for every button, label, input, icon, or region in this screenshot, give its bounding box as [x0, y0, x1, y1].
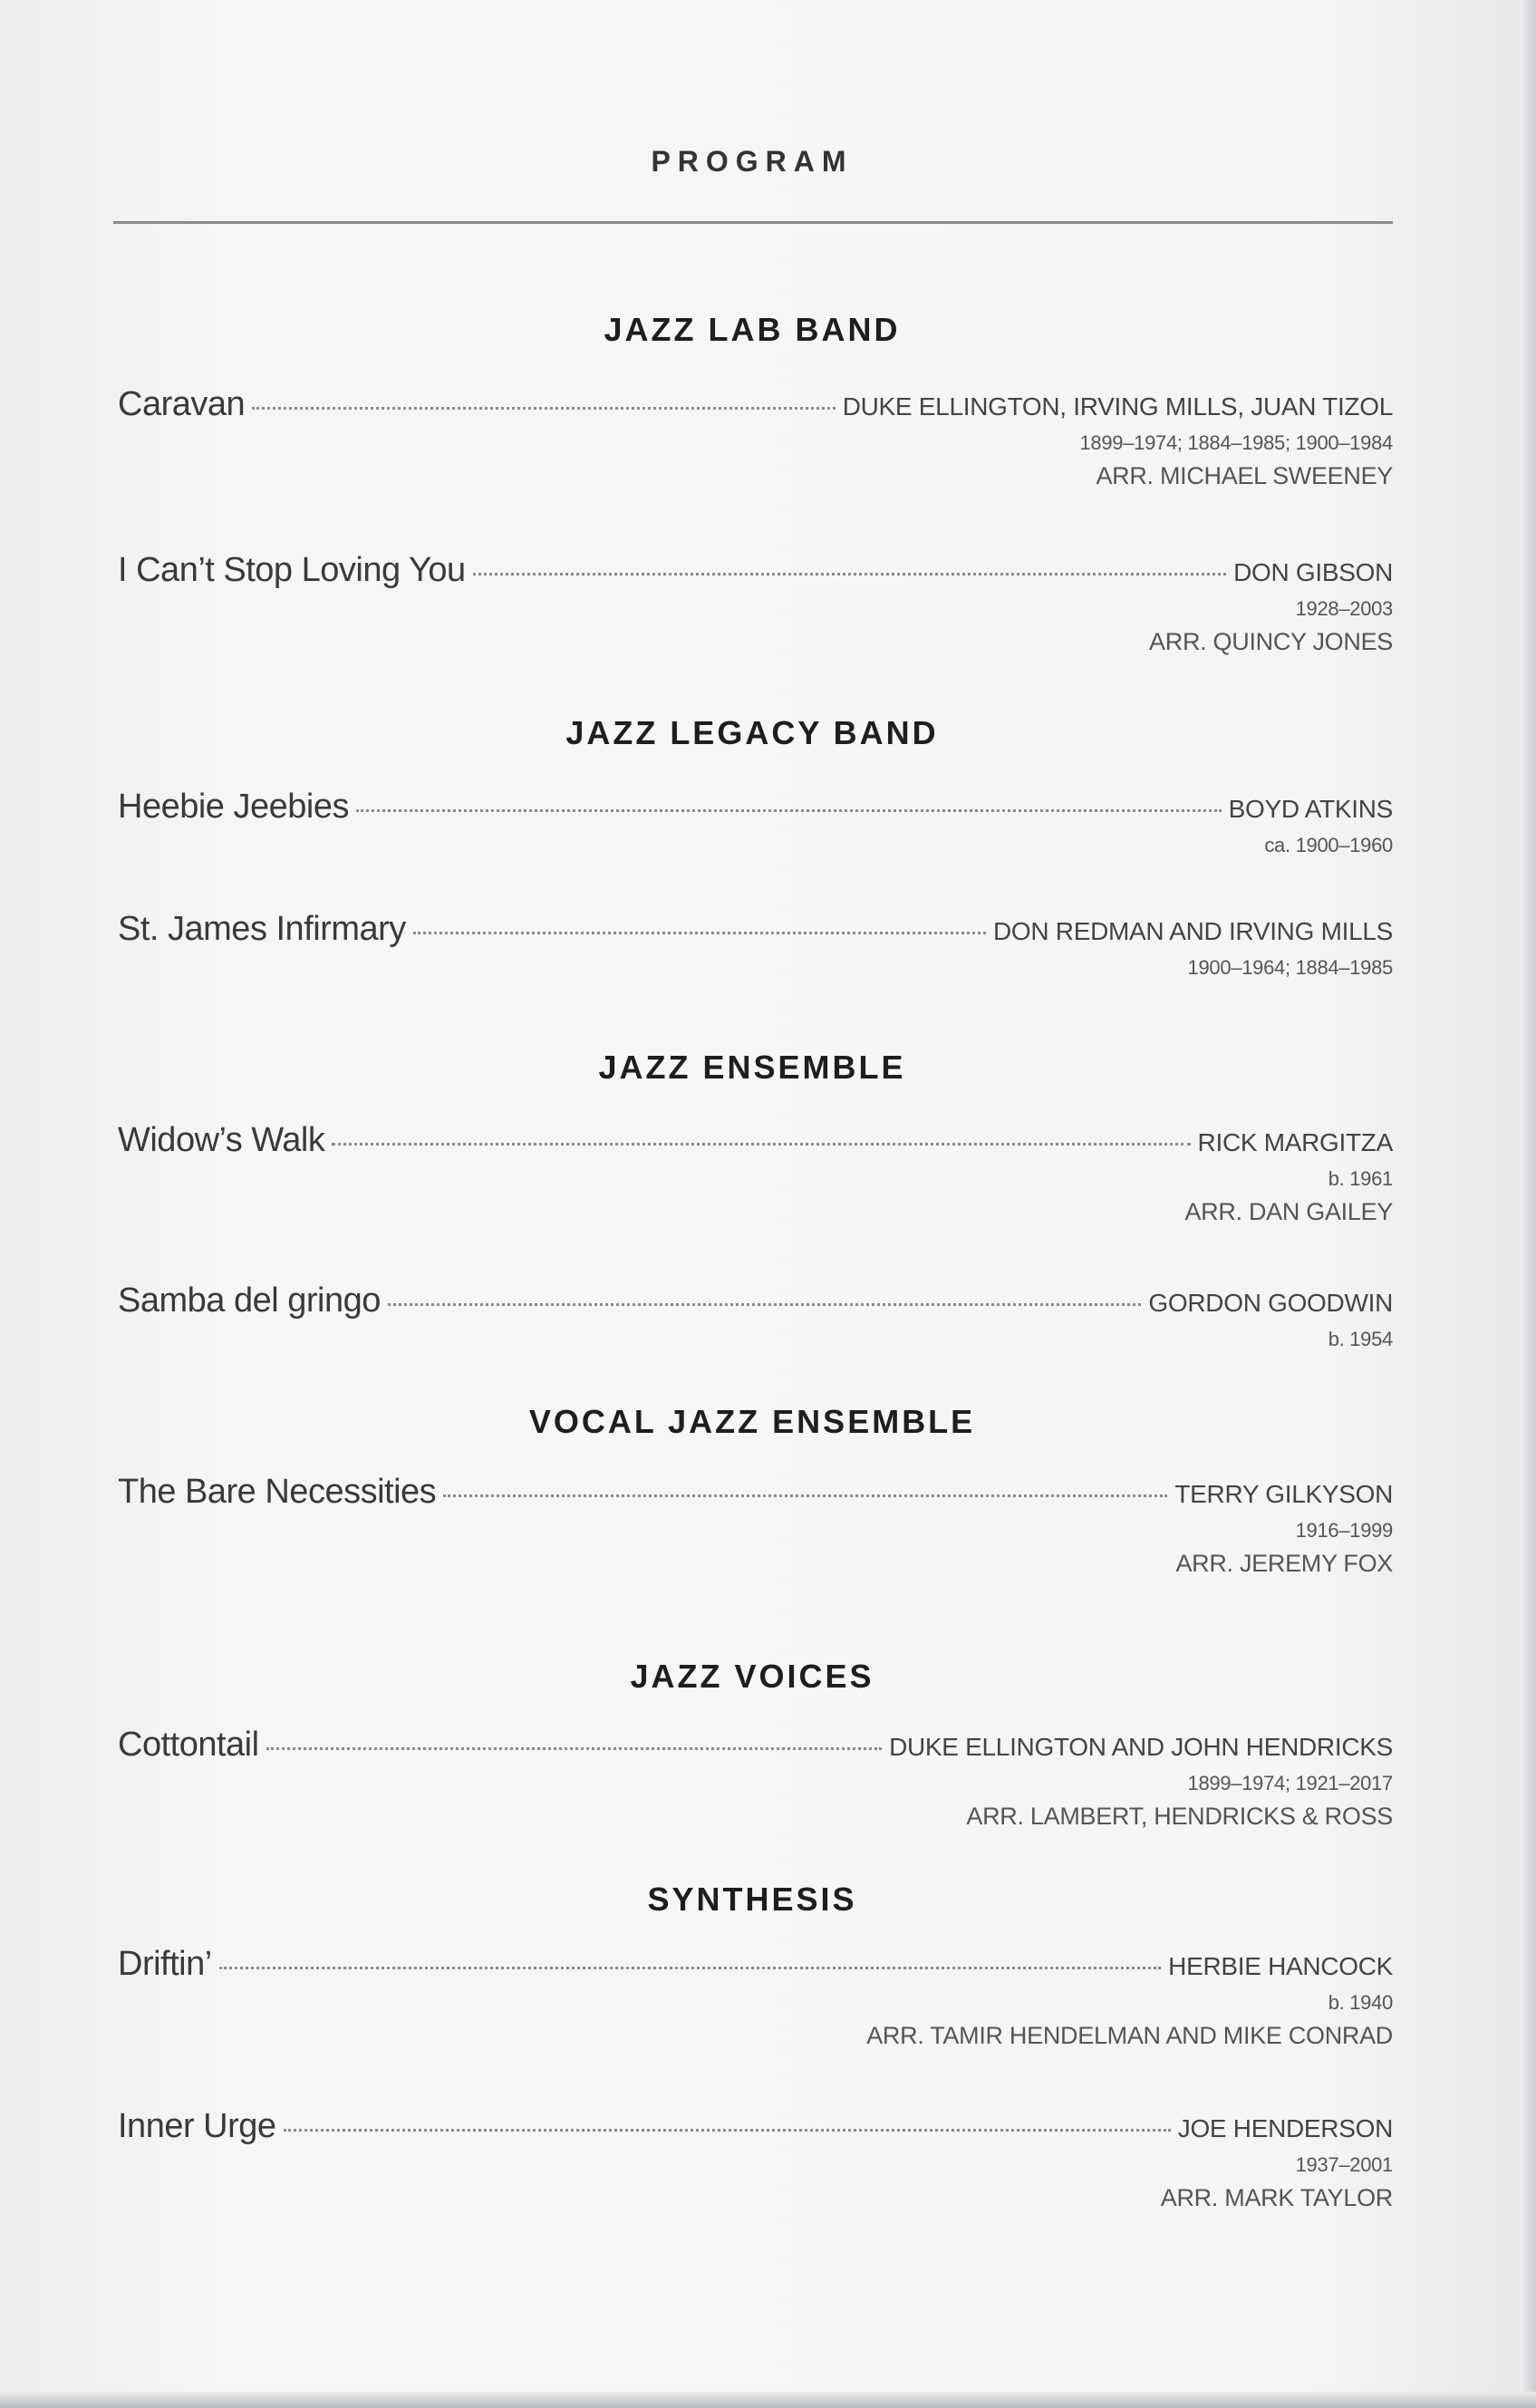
composer-name: DON GIBSON [1233, 558, 1393, 586]
arranger-credit: ARR. QUINCY JONES [1149, 628, 1393, 655]
composer-dates: ca. 1900–1960 [1264, 834, 1393, 856]
composer-name: DUKE ELLINGTON AND JOHN HENDRICKS [889, 1733, 1393, 1761]
composer-dates: 1899–1974; 1884–1985; 1900–1984 [1079, 431, 1393, 454]
composer-dates: 1916–1999 [1295, 1519, 1393, 1542]
section-heading-jazz-voices: JAZZ VOICES [630, 1658, 874, 1695]
program-entry [118, 910, 1393, 980]
piece-title: Driftin’ [118, 1945, 212, 1983]
dot-leader [388, 1303, 1142, 1306]
page-edge-bottom [0, 2392, 1536, 2408]
piece-title: Heebie Jeebies [118, 788, 349, 826]
program-entry [118, 788, 1393, 857]
composer-name: RICK MARGITZA [1197, 1128, 1393, 1156]
composer-dates: 1900–1964; 1884–1985 [1187, 956, 1393, 979]
composer-dates: b. 1940 [1328, 1991, 1393, 2014]
entry-line [118, 551, 1393, 590]
dot-leader [219, 1967, 1161, 1969]
page-edge-right [1523, 0, 1536, 2408]
program-entry [118, 1281, 1393, 1351]
piece-title: Samba del gringo [118, 1281, 381, 1320]
composer-dates: 1899–1974; 1921–2017 [1187, 1772, 1393, 1794]
arranger-credit: ARR. MARK TAYLOR [1160, 2184, 1393, 2211]
dot-leader [473, 573, 1226, 575]
entry-line [118, 2107, 1393, 2146]
entry-line [118, 1945, 1393, 1984]
piece-title: Widow’s Walk [118, 1121, 325, 1159]
dot-leader [413, 932, 986, 934]
composer-dates: b. 1954 [1328, 1328, 1393, 1350]
dot-leader [443, 1494, 1167, 1497]
entry-line [118, 385, 1393, 424]
composer-name: DON REDMAN AND IRVING MILLS [992, 917, 1393, 945]
entry-line [118, 1473, 1393, 1512]
arranger-credit: ARR. LAMBERT, HENDRICKS & ROSS [966, 1803, 1393, 1830]
section-heading-synthesis: SYNTHESIS [647, 1881, 857, 1918]
entry-line [118, 1726, 1393, 1765]
program-entry [118, 385, 1393, 490]
program-entry [118, 1473, 1393, 1578]
arranger-credit: ARR. TAMIR HENDELMAN AND MIKE CONRAD [866, 2022, 1393, 2049]
piece-title: Inner Urge [118, 2107, 276, 2145]
arranger-credit: ARR. MICHAEL SWEENEY [1096, 462, 1393, 489]
composer-name: BOYD ATKINS [1228, 795, 1393, 823]
dot-leader [332, 1143, 1190, 1146]
composer-name: GORDON GOODWIN [1148, 1289, 1393, 1317]
piece-title: The Bare Necessities [118, 1473, 437, 1511]
title-divider [113, 221, 1393, 224]
piece-title: Caravan [118, 385, 246, 423]
dot-leader [252, 407, 836, 410]
composer-name: TERRY GILKYSON [1174, 1480, 1393, 1508]
page-title: PROGRAM [651, 145, 854, 178]
dot-leader [284, 2129, 1171, 2132]
composer-name: DUKE ELLINGTON, IRVING MILLS, JUAN TIZOL [842, 392, 1393, 421]
entry-line [118, 1281, 1393, 1320]
composer-dates: b. 1961 [1328, 1167, 1393, 1190]
program-entry [118, 551, 1393, 656]
program-entry [118, 2107, 1393, 2212]
entry-line [118, 788, 1393, 827]
entry-line [118, 1121, 1393, 1160]
program-entry [118, 1121, 1393, 1226]
dot-leader [266, 1747, 883, 1750]
section-heading-vocal-jazz-ensemble: VOCAL JAZZ ENSEMBLE [528, 1403, 976, 1440]
program-entry [118, 1726, 1393, 1831]
arranger-credit: ARR. JEREMY FOX [1175, 1550, 1393, 1577]
composer-name: JOE HENDERSON [1177, 2114, 1393, 2142]
piece-title: I Can’t Stop Loving You [118, 551, 466, 589]
piece-title: St. James Infirmary [118, 910, 406, 948]
composer-name: HERBIE HANCOCK [1168, 1952, 1393, 1980]
entry-line [118, 910, 1393, 949]
section-heading-jazz-ensemble: JAZZ ENSEMBLE [598, 1049, 906, 1086]
arranger-credit: ARR. DAN GAILEY [1184, 1198, 1393, 1225]
section-heading-jazz-lab-band: JAZZ LAB BAND [604, 311, 901, 348]
program-entry [118, 1945, 1393, 2050]
piece-title: Cottontail [118, 1726, 259, 1764]
dot-leader [356, 809, 1222, 812]
section-heading-jazz-legacy-band: JAZZ LEGACY BAND [565, 714, 939, 751]
composer-dates: 1928–2003 [1295, 597, 1393, 620]
composer-dates: 1937–2001 [1295, 2153, 1393, 2176]
